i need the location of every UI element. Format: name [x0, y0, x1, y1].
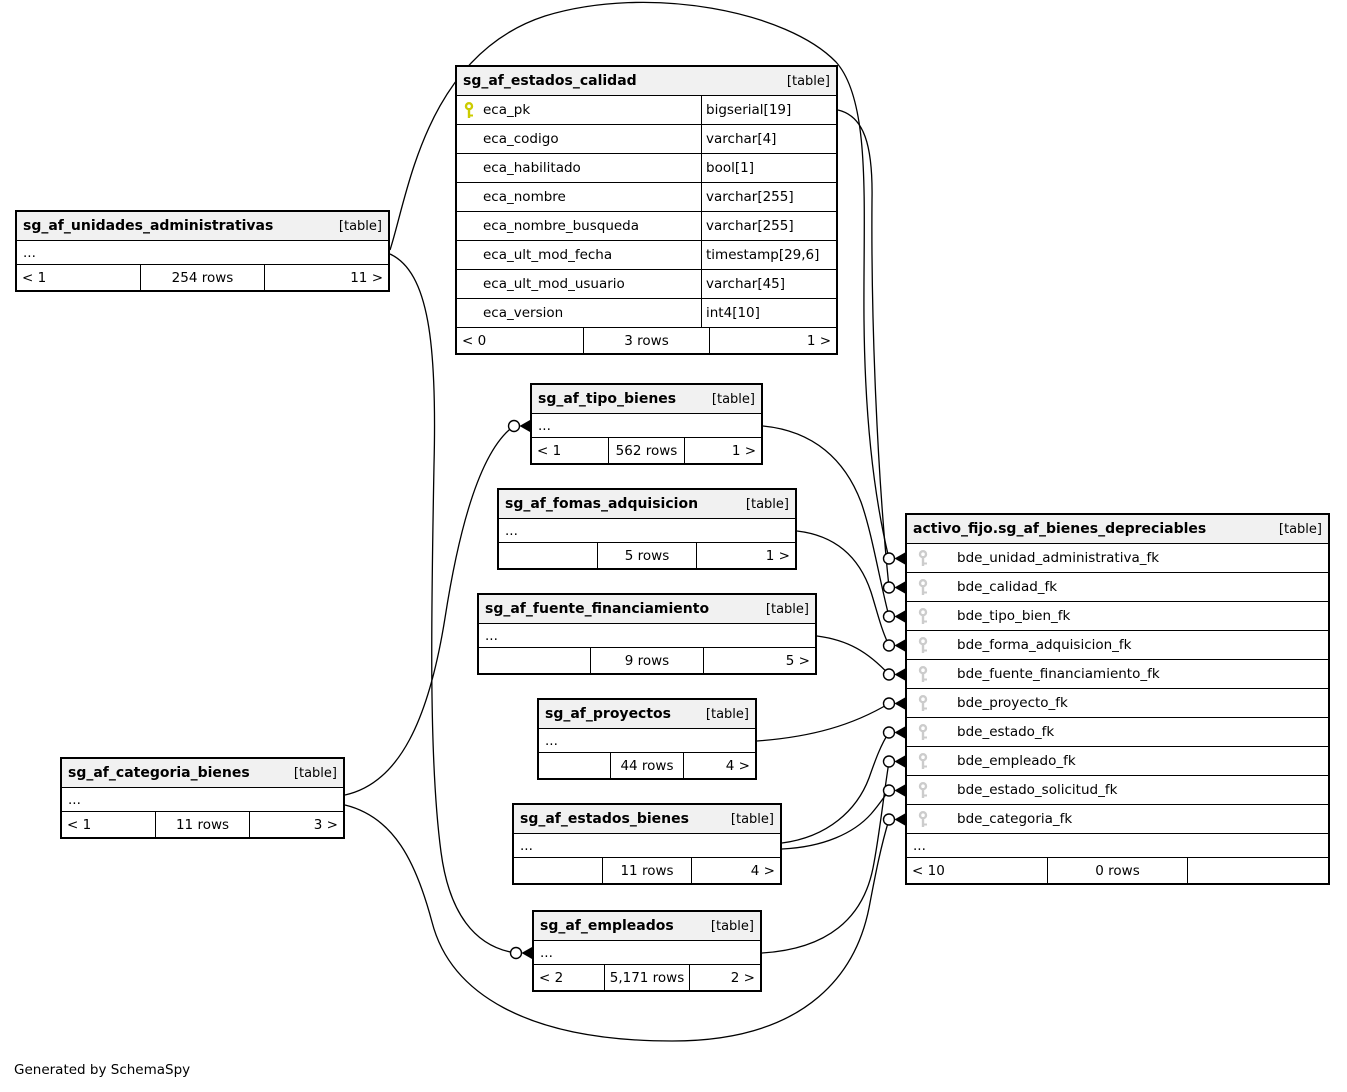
- footer-related-left-count: [499, 543, 597, 568]
- column-name: eca_version: [483, 305, 564, 321]
- column-name: bde_fuente_financiamiento_fk: [957, 666, 1160, 682]
- footer-related-right-count-label: 3 >: [313, 816, 338, 833]
- column-row-bde_calidad_fk: [907, 573, 1328, 602]
- column-type: bigserial[19]: [706, 102, 792, 118]
- primary-key-icon: [463, 102, 475, 119]
- fk-relationship-edge: [782, 791, 889, 850]
- column-row-bde_empleado_fk: [907, 747, 1328, 776]
- column-name: eca_nombre: [483, 189, 566, 205]
- column-name: bde_calidad_fk: [957, 579, 1058, 595]
- column-name-cell: [907, 747, 1328, 775]
- footer-related-left-count-label: < 0: [462, 332, 487, 349]
- column-name-cell: [907, 631, 1328, 659]
- footer-related-right-count: [710, 328, 836, 353]
- footer-row-count: [590, 648, 703, 673]
- column-type: timestamp[29,6]: [706, 247, 820, 263]
- crowfoot-many-marker: [884, 640, 906, 652]
- footer-row-count-label: 562 rows: [615, 442, 678, 459]
- column-type-cell: [701, 183, 836, 211]
- footer-related-left-count-label: < 1: [67, 816, 92, 833]
- table-footer: [534, 965, 760, 990]
- column-name-cell: [457, 154, 701, 182]
- key-icon-spacer: [463, 131, 475, 148]
- crowfoot-many-marker: [511, 947, 533, 959]
- entity-table-sg_af_fuente_financiamiento[interactable]: [477, 593, 817, 675]
- column-name: bde_estado_solicitud_fk: [957, 782, 1118, 798]
- column-row-eca_ult_mod_fecha: [457, 241, 836, 270]
- column-name: bde_tipo_bien_fk: [957, 608, 1071, 624]
- footer-row-count: [140, 265, 265, 290]
- footer-row-count-label: 3 rows: [624, 332, 669, 349]
- table-header[interactable]: [62, 759, 343, 788]
- footer-related-right-count-label: 1 >: [731, 442, 757, 459]
- column-name: bde_empleado_fk: [957, 753, 1076, 769]
- table-tag: [table]: [765, 601, 809, 617]
- entity-table-sg_af_categoria_bienes[interactable]: [60, 757, 345, 839]
- footer-related-left-count: [539, 753, 610, 778]
- fk-relationship-edge: [817, 636, 889, 675]
- fk-relationship-edge: [782, 733, 889, 844]
- table-tag: [table]: [338, 218, 382, 234]
- footer-row-count: [610, 753, 683, 778]
- footer-related-left-count: [514, 858, 602, 883]
- column-row-bde_estado_fk: [907, 718, 1328, 747]
- column-name: bde_unidad_administrativa_fk: [957, 550, 1160, 566]
- table-footer: [62, 812, 343, 837]
- footer-row-count: [583, 328, 711, 353]
- column-name-cell: [907, 689, 1328, 717]
- collapsed-columns-ellipsis: ...: [479, 624, 815, 648]
- entity-table-activo_fijo-sg_af_bienes_depreciables[interactable]: [905, 513, 1330, 885]
- column-type-cell: [701, 299, 836, 327]
- footer-related-left-count: [457, 328, 583, 353]
- column-name: bde_categoria_fk: [957, 811, 1073, 827]
- column-row-eca_version: [457, 299, 836, 328]
- footer-row-count-label: 11 rows: [175, 816, 230, 833]
- footer-related-left-count: [62, 812, 155, 837]
- crowfoot-many-marker: [884, 727, 906, 739]
- table-header[interactable]: [499, 490, 795, 519]
- column-row-eca_ult_mod_usuario: [457, 270, 836, 299]
- crowfoot-many-marker: [884, 611, 906, 623]
- footer-related-left-count: [532, 438, 608, 463]
- foreign-key-icon: [917, 695, 929, 712]
- footer-related-right-count: [265, 265, 388, 290]
- table-tag: [table]: [705, 706, 749, 722]
- table-header[interactable]: [17, 212, 388, 241]
- column-name-cell: [907, 718, 1328, 746]
- table-footer: [17, 265, 388, 290]
- key-icon-spacer: [463, 160, 475, 177]
- column-type-cell: [701, 212, 836, 240]
- column-row-bde_categoria_fk: [907, 805, 1328, 834]
- column-row-eca_codigo: [457, 125, 836, 154]
- footer-row-count-label: 5,171 rows: [609, 969, 685, 986]
- crowfoot-many-marker: [884, 553, 906, 565]
- table-footer: [539, 753, 755, 778]
- table-name: sg_af_empleados: [540, 918, 674, 934]
- column-type: varchar[255]: [706, 189, 794, 205]
- collapsed-columns-ellipsis: ...: [532, 414, 761, 438]
- column-row-eca_nombre: [457, 183, 836, 212]
- foreign-key-icon: [917, 724, 929, 741]
- crowfoot-many-marker: [884, 814, 906, 826]
- column-name: bde_proyecto_fk: [957, 695, 1068, 711]
- collapsed-columns-ellipsis: ...: [514, 834, 780, 858]
- crowfoot-many-marker: [884, 669, 906, 681]
- foreign-key-icon: [917, 550, 929, 567]
- crowfoot-many-marker: [884, 582, 906, 594]
- foreign-key-icon: [917, 637, 929, 654]
- crowfoot-many-marker: [884, 785, 906, 797]
- column-type-cell: [701, 154, 836, 182]
- column-type: varchar[255]: [706, 218, 794, 234]
- entity-table-sg_af_proyectos[interactable]: [537, 698, 757, 780]
- table-tag: [table]: [1278, 521, 1322, 537]
- table-tag: [table]: [710, 918, 754, 934]
- footer-related-left-count: [17, 265, 140, 290]
- footer-row-count-label: 254 rows: [171, 269, 234, 286]
- column-row-bde_forma_adquisicion_fk: [907, 631, 1328, 660]
- footer-related-left-count-label: < 1: [537, 442, 562, 459]
- column-name-cell: [907, 602, 1328, 630]
- column-row-bde_proyecto_fk: [907, 689, 1328, 718]
- collapsed-columns-ellipsis: ...: [534, 941, 760, 965]
- entity-table-sg_af_estados_bienes[interactable]: [512, 803, 782, 885]
- entity-table-sg_af_tipo_bienes[interactable]: [530, 383, 763, 465]
- key-icon-spacer: [463, 305, 475, 322]
- table-footer: [514, 858, 780, 883]
- foreign-key-icon: [917, 782, 929, 799]
- table-header[interactable]: [514, 805, 780, 834]
- column-type-cell: [701, 241, 836, 269]
- column-name: eca_pk: [483, 102, 531, 118]
- fk-relationship-edge: [757, 704, 889, 742]
- footer-related-right-count-label: 1 >: [765, 547, 790, 564]
- foreign-key-icon: [917, 666, 929, 683]
- column-name: bde_forma_adquisicion_fk: [957, 637, 1132, 653]
- column-type: int4[10]: [706, 305, 760, 321]
- footer-row-count-label: 44 rows: [620, 757, 674, 774]
- column-type-cell: [701, 125, 836, 153]
- collapsed-columns-ellipsis: ...: [17, 241, 388, 265]
- footer-related-right-count-label: 2 >: [730, 969, 755, 986]
- footer-related-left-count-label: < 10: [912, 862, 945, 879]
- table-name: sg_af_estados_bienes: [520, 811, 689, 827]
- table-header[interactable]: [907, 515, 1328, 544]
- footer-related-right-count-label: 1 >: [806, 332, 832, 349]
- column-type: varchar[4]: [706, 131, 777, 147]
- collapsed-columns-ellipsis: ...: [62, 788, 343, 812]
- footer-row-count: [1047, 858, 1189, 883]
- column-type: varchar[45]: [706, 276, 786, 292]
- column-name-cell: [907, 805, 1328, 833]
- foreign-key-icon: [917, 811, 929, 828]
- footer-related-right-count-label: 11 >: [350, 269, 383, 286]
- table-tag: [table]: [711, 391, 755, 407]
- fk-relationship-edge: [838, 110, 889, 588]
- column-row-bde_fuente_financiamiento_fk: [907, 660, 1328, 689]
- table-footer: [479, 648, 815, 673]
- column-name-cell: [907, 660, 1328, 688]
- collapsed-columns-ellipsis: ...: [539, 729, 755, 753]
- entity-table-sg_af_estados_calidad[interactable]: [455, 65, 838, 355]
- column-name: eca_nombre_busqueda: [483, 218, 640, 234]
- table-name: sg_af_categoria_bienes: [68, 765, 250, 781]
- table-header[interactable]: [457, 67, 836, 96]
- entity-table-sg_af_fomas_adquisicion[interactable]: [497, 488, 797, 570]
- table-header[interactable]: [534, 912, 760, 941]
- footer-related-left-count: [907, 858, 1047, 883]
- footer-related-right-count: [690, 965, 760, 990]
- column-name: eca_ult_mod_fecha: [483, 247, 613, 263]
- column-name: eca_ult_mod_usuario: [483, 276, 625, 292]
- table-tag: [table]: [745, 496, 789, 512]
- column-row-eca_habilitado: [457, 154, 836, 183]
- key-icon-spacer: [463, 276, 475, 293]
- footer-related-right-count-label: 4 >: [750, 862, 775, 879]
- column-row-eca_nombre_busqueda: [457, 212, 836, 241]
- table-footer: [907, 858, 1328, 883]
- foreign-key-icon: [917, 753, 929, 770]
- column-type: bool[1]: [706, 160, 754, 176]
- footer-row-count: [604, 965, 691, 990]
- table-name: activo_fijo.sg_af_bienes_depreciables: [913, 521, 1207, 537]
- table-header[interactable]: [479, 595, 815, 624]
- entity-table-sg_af_unidades_administrativas[interactable]: [15, 210, 390, 292]
- footer-related-left-count: [479, 648, 590, 673]
- table-tag: [table]: [293, 765, 337, 781]
- crowfoot-many-marker: [509, 420, 531, 432]
- footer-related-right-count: [692, 858, 780, 883]
- footer-related-right-count: [250, 812, 343, 837]
- column-name: bde_estado_fk: [957, 724, 1055, 740]
- footer-related-right-count: [1188, 858, 1328, 883]
- column-name-cell: [907, 544, 1328, 572]
- column-name-cell: [457, 96, 701, 124]
- footer-row-count: [602, 858, 692, 883]
- footer-row-count: [155, 812, 250, 837]
- column-name-cell: [457, 183, 701, 211]
- footer-row-count-label: 11 rows: [620, 862, 674, 879]
- table-header[interactable]: [532, 385, 761, 414]
- footer-related-right-count-label: 5 >: [785, 652, 810, 669]
- footer-row-count: [597, 543, 697, 568]
- key-icon-spacer: [463, 218, 475, 235]
- column-row-bde_tipo_bien_fk: [907, 602, 1328, 631]
- footer-row-count: [608, 438, 686, 463]
- column-name-cell: [457, 270, 701, 298]
- generator-note: Generated by SchemaSpy: [14, 1062, 191, 1078]
- column-name: eca_codigo: [483, 131, 559, 147]
- column-name-cell: [457, 212, 701, 240]
- column-name: eca_habilitado: [483, 160, 581, 176]
- table-name: sg_af_fuente_financiamiento: [485, 601, 710, 617]
- column-name-cell: [457, 241, 701, 269]
- foreign-key-icon: [917, 579, 929, 596]
- foreign-key-icon: [917, 608, 929, 625]
- column-name-cell: [907, 776, 1328, 804]
- footer-related-right-count-label: 4 >: [725, 757, 750, 774]
- table-header[interactable]: [539, 700, 755, 729]
- column-row-bde_unidad_administrativa_fk: [907, 544, 1328, 573]
- footer-related-right-count: [685, 438, 761, 463]
- table-footer: [457, 328, 836, 353]
- table-footer: [532, 438, 761, 463]
- table-tag: [table]: [786, 73, 830, 89]
- footer-row-count-label: 9 rows: [624, 652, 670, 669]
- column-type-cell: [701, 270, 836, 298]
- collapsed-columns-ellipsis: ...: [907, 834, 1328, 858]
- column-name-cell: [457, 299, 701, 327]
- column-name-cell: [457, 125, 701, 153]
- column-row-bde_estado_solicitud_fk: [907, 776, 1328, 805]
- footer-related-left-count-label: < 2: [539, 969, 564, 986]
- footer-row-count-label: 0 rows: [1095, 862, 1140, 879]
- crowfoot-many-marker: [884, 756, 906, 768]
- table-name: sg_af_unidades_administrativas: [23, 218, 274, 234]
- column-name-cell: [907, 573, 1328, 601]
- collapsed-columns-ellipsis: ...: [499, 519, 795, 543]
- footer-related-right-count: [684, 753, 755, 778]
- footer-related-right-count: [704, 648, 815, 673]
- key-icon-spacer: [463, 247, 475, 264]
- crowfoot-many-marker: [884, 698, 906, 710]
- key-icon-spacer: [463, 189, 475, 206]
- entity-table-sg_af_empleados[interactable]: [532, 910, 762, 992]
- column-type-cell: [701, 96, 836, 124]
- table-name: sg_af_estados_calidad: [463, 73, 637, 89]
- table-name: sg_af_proyectos: [545, 706, 671, 722]
- footer-row-count-label: 5 rows: [624, 547, 670, 564]
- footer-related-right-count: [697, 543, 795, 568]
- column-row-eca_pk: [457, 96, 836, 125]
- footer-related-left-count: [534, 965, 604, 990]
- table-name: sg_af_tipo_bienes: [538, 391, 677, 407]
- footer-related-left-count-label: < 1: [22, 269, 47, 286]
- table-tag: [table]: [730, 811, 774, 827]
- table-footer: [499, 543, 795, 568]
- table-name: sg_af_fomas_adquisicion: [505, 496, 699, 512]
